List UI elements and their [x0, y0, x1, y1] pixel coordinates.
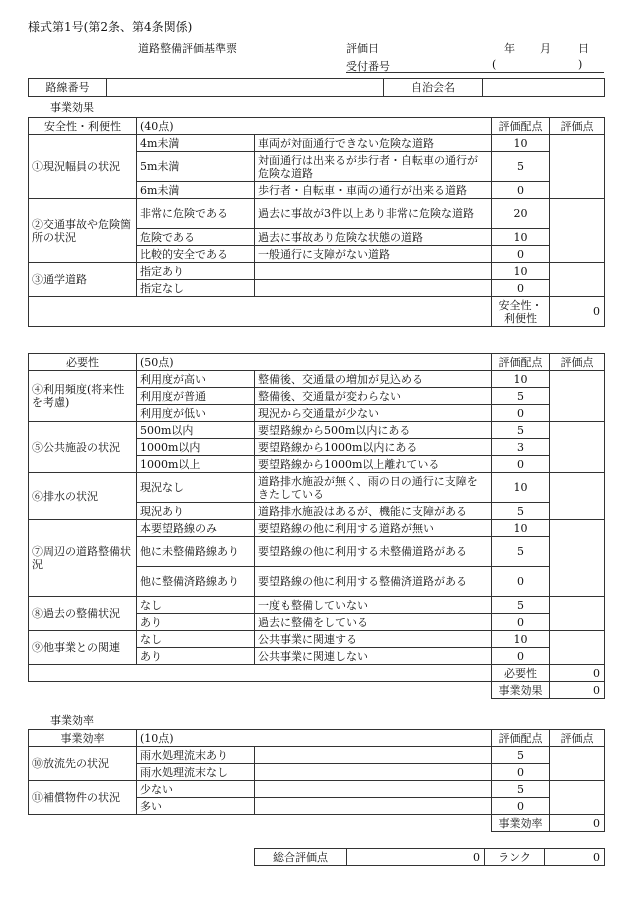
cond: 比較的安全である — [137, 246, 255, 263]
desc: 一般通行に支障がない道路 — [255, 246, 492, 263]
efficiency-label: 事業効率 — [29, 730, 137, 747]
desc: 過去に事故が3件以上あり非常に危険な道路 — [255, 199, 492, 229]
col-alloc: 評価配点 — [492, 354, 550, 371]
pts: 10 — [492, 263, 550, 280]
safety-subtotal-value: 0 — [550, 297, 605, 327]
route-table — [28, 78, 605, 97]
score-cell[interactable] — [550, 135, 605, 199]
desc: 公共事業に関連しない — [255, 648, 492, 665]
cond: 他に整備済路線あり — [137, 567, 255, 597]
group-name: ③通学道路 — [29, 263, 137, 297]
eval-date-label: 評価日 — [346, 42, 379, 55]
desc: 車両が対面通行できない危険な道路 — [255, 135, 492, 152]
necessity-subtotal-label: 必要性 — [492, 665, 550, 682]
desc — [255, 747, 492, 764]
rank-label: ランク — [485, 849, 545, 866]
year-label: 年 — [504, 42, 515, 55]
pts: 5 — [492, 503, 550, 520]
cond: なし — [137, 631, 255, 648]
receipt-label: 受付番号 — [346, 60, 390, 73]
col-alloc: 評価配点 — [492, 730, 550, 747]
cond: なし — [137, 597, 255, 614]
month-label: 月 — [540, 42, 551, 55]
cond: 500m以内 — [137, 422, 255, 439]
pts: 0 — [492, 405, 550, 422]
cond: 少ない — [137, 781, 255, 798]
pts: 0 — [492, 567, 550, 597]
total-label: 総合評価点 — [255, 849, 347, 866]
cond: あり — [137, 614, 255, 631]
pts: 10 — [492, 473, 550, 503]
pts: 5 — [492, 597, 550, 614]
desc: 対面通行は出来るが歩行者・自転車の通行が危険な道路 — [255, 152, 492, 182]
pts: 5 — [492, 388, 550, 405]
cond: 現況あり — [137, 503, 255, 520]
score-cell[interactable] — [550, 631, 605, 665]
necessity-points: (50点) — [137, 354, 492, 371]
score-cell[interactable] — [550, 781, 605, 815]
subtotal-spacer — [29, 297, 492, 327]
cond: あり — [137, 648, 255, 665]
pts: 0 — [492, 246, 550, 263]
pts: 3 — [492, 439, 550, 456]
pts: 0 — [492, 280, 550, 297]
total-value: 0 — [347, 849, 485, 866]
pts: 0 — [492, 764, 550, 781]
pts: 5 — [492, 152, 550, 182]
group-name: ②交通事故や危険箇所の状況 — [29, 199, 137, 263]
receipt-underline — [346, 72, 604, 73]
desc — [255, 798, 492, 815]
pts: 0 — [492, 648, 550, 665]
safety-table — [28, 117, 605, 327]
cond: 指定なし — [137, 280, 255, 297]
desc: 要望路線の他に利用する未整備道路がある — [255, 537, 492, 567]
safety-subtotal-label: 安全性・利便性 — [492, 297, 550, 327]
desc: 一度も整備していない — [255, 597, 492, 614]
subtotal-spacer — [29, 665, 492, 682]
cond: 本要望路線のみ — [137, 520, 255, 537]
pts: 5 — [492, 422, 550, 439]
score-cell[interactable] — [550, 371, 605, 422]
route-field[interactable] — [107, 79, 384, 97]
efficiency-points: (10点) — [137, 730, 492, 747]
pts: 5 — [492, 747, 550, 764]
necessity-subtotal-value: 0 — [550, 665, 605, 682]
desc — [255, 263, 492, 280]
group-name: ①現況幅員の状況 — [29, 135, 137, 199]
assoc-label: 自治会名 — [384, 79, 483, 97]
pts: 10 — [492, 631, 550, 648]
cond: 多い — [137, 798, 255, 815]
paren-open: ( — [492, 58, 497, 71]
desc: 道路排水施設はあるが、機能に支障がある — [255, 503, 492, 520]
desc: 要望路線の他に利用する道路が無い — [255, 520, 492, 537]
pts: 0 — [492, 614, 550, 631]
cond: 利用度が高い — [137, 371, 255, 388]
desc: 整備後、交通量の増加が見込める — [255, 371, 492, 388]
efficiency-subtotal-label: 事業効率 — [492, 815, 550, 832]
score-cell[interactable] — [550, 199, 605, 263]
cond: 1000m以内 — [137, 439, 255, 456]
pts: 5 — [492, 537, 550, 567]
pts: 0 — [492, 182, 550, 199]
pts: 0 — [492, 456, 550, 473]
cond: 5m未満 — [137, 152, 255, 182]
pts: 10 — [492, 135, 550, 152]
effect-heading: 事業効果 — [50, 101, 94, 114]
desc: 現況から交通量が少ない — [255, 405, 492, 422]
pts: 20 — [492, 199, 550, 229]
effect-total-value: 0 — [550, 682, 605, 699]
desc: 要望路線から500m以内にある — [255, 422, 492, 439]
efficiency-subtotal-value: 0 — [550, 815, 605, 832]
day-label: 日 — [578, 42, 589, 55]
group-name: ④利用頻度(将来性を考慮) — [29, 371, 137, 422]
desc: 要望路線から1000m以内にある — [255, 439, 492, 456]
cond: 1000m以上 — [137, 456, 255, 473]
desc — [255, 781, 492, 798]
col-alloc: 評価配点 — [492, 118, 550, 135]
desc — [255, 764, 492, 781]
score-cell[interactable] — [550, 597, 605, 631]
desc: 公共事業に関連する — [255, 631, 492, 648]
desc — [255, 280, 492, 297]
paren-close: ) — [578, 58, 583, 71]
group-name: ⑦周辺の道路整備状況 — [29, 520, 137, 597]
cond: 雨水処理流末あり — [137, 747, 255, 764]
pts: 10 — [492, 520, 550, 537]
cond: 利用度が普通 — [137, 388, 255, 405]
pts: 10 — [492, 229, 550, 246]
form-id: 様式第1号(第2条、第4条関係) — [28, 20, 193, 34]
desc: 整備後、交通量が変わらない — [255, 388, 492, 405]
pts: 0 — [492, 798, 550, 815]
col-score: 評価点 — [550, 118, 605, 135]
assoc-field[interactable] — [483, 79, 605, 97]
efficiency-table — [28, 729, 605, 832]
route-label: 路線番号 — [29, 79, 107, 97]
desc: 歩行者・自転車・車両の通行が出来る道路 — [255, 182, 492, 199]
cond: 非常に危険である — [137, 199, 255, 229]
cond: 他に未整備路線あり — [137, 537, 255, 567]
pts: 5 — [492, 781, 550, 798]
cond: 危険である — [137, 229, 255, 246]
rank-value: 0 — [545, 849, 605, 866]
desc: 要望路線の他に利用する整備済道路がある — [255, 567, 492, 597]
group-name: ⑥排水の状況 — [29, 473, 137, 520]
page-title: 道路整備評価基準票 — [138, 42, 237, 55]
efficiency-subtotal-spacer — [29, 815, 492, 832]
group-name: ⑤公共施設の状況 — [29, 422, 137, 473]
safety-points: (40点) — [137, 118, 492, 135]
score-cell[interactable] — [550, 263, 605, 297]
score-cell[interactable] — [550, 747, 605, 781]
desc: 要望路線から1000m以上離れている — [255, 456, 492, 473]
cond: 利用度が低い — [137, 405, 255, 422]
safety-label: 安全性・利便性 — [29, 118, 137, 135]
group-name: ⑨他事業との関連 — [29, 631, 137, 665]
cond: 現況なし — [137, 473, 255, 503]
cond: 雨水処理流末なし — [137, 764, 255, 781]
effect-total-label: 事業効果 — [492, 682, 550, 699]
necessity-table — [28, 353, 605, 699]
pts: 10 — [492, 371, 550, 388]
score-cell[interactable] — [550, 520, 605, 597]
cond: 6m未満 — [137, 182, 255, 199]
score-cell[interactable] — [550, 473, 605, 520]
desc: 過去に整備をしている — [255, 614, 492, 631]
efficiency-heading: 事業効率 — [50, 714, 94, 727]
col-score: 評価点 — [550, 730, 605, 747]
col-score: 評価点 — [550, 354, 605, 371]
group-name: ⑪補償物件の状況 — [29, 781, 137, 815]
score-cell[interactable] — [550, 422, 605, 473]
total-table — [254, 848, 605, 866]
effect-total-spacer — [29, 682, 492, 699]
desc: 道路排水施設が無く、雨の日の通行に支障をきたしている — [255, 473, 492, 503]
group-name: ⑩放流先の状況 — [29, 747, 137, 781]
necessity-label: 必要性 — [29, 354, 137, 371]
cond: 指定あり — [137, 263, 255, 280]
desc: 過去に事故あり危険な状態の道路 — [255, 229, 492, 246]
cond: 4m未満 — [137, 135, 255, 152]
group-name: ⑧過去の整備状況 — [29, 597, 137, 631]
